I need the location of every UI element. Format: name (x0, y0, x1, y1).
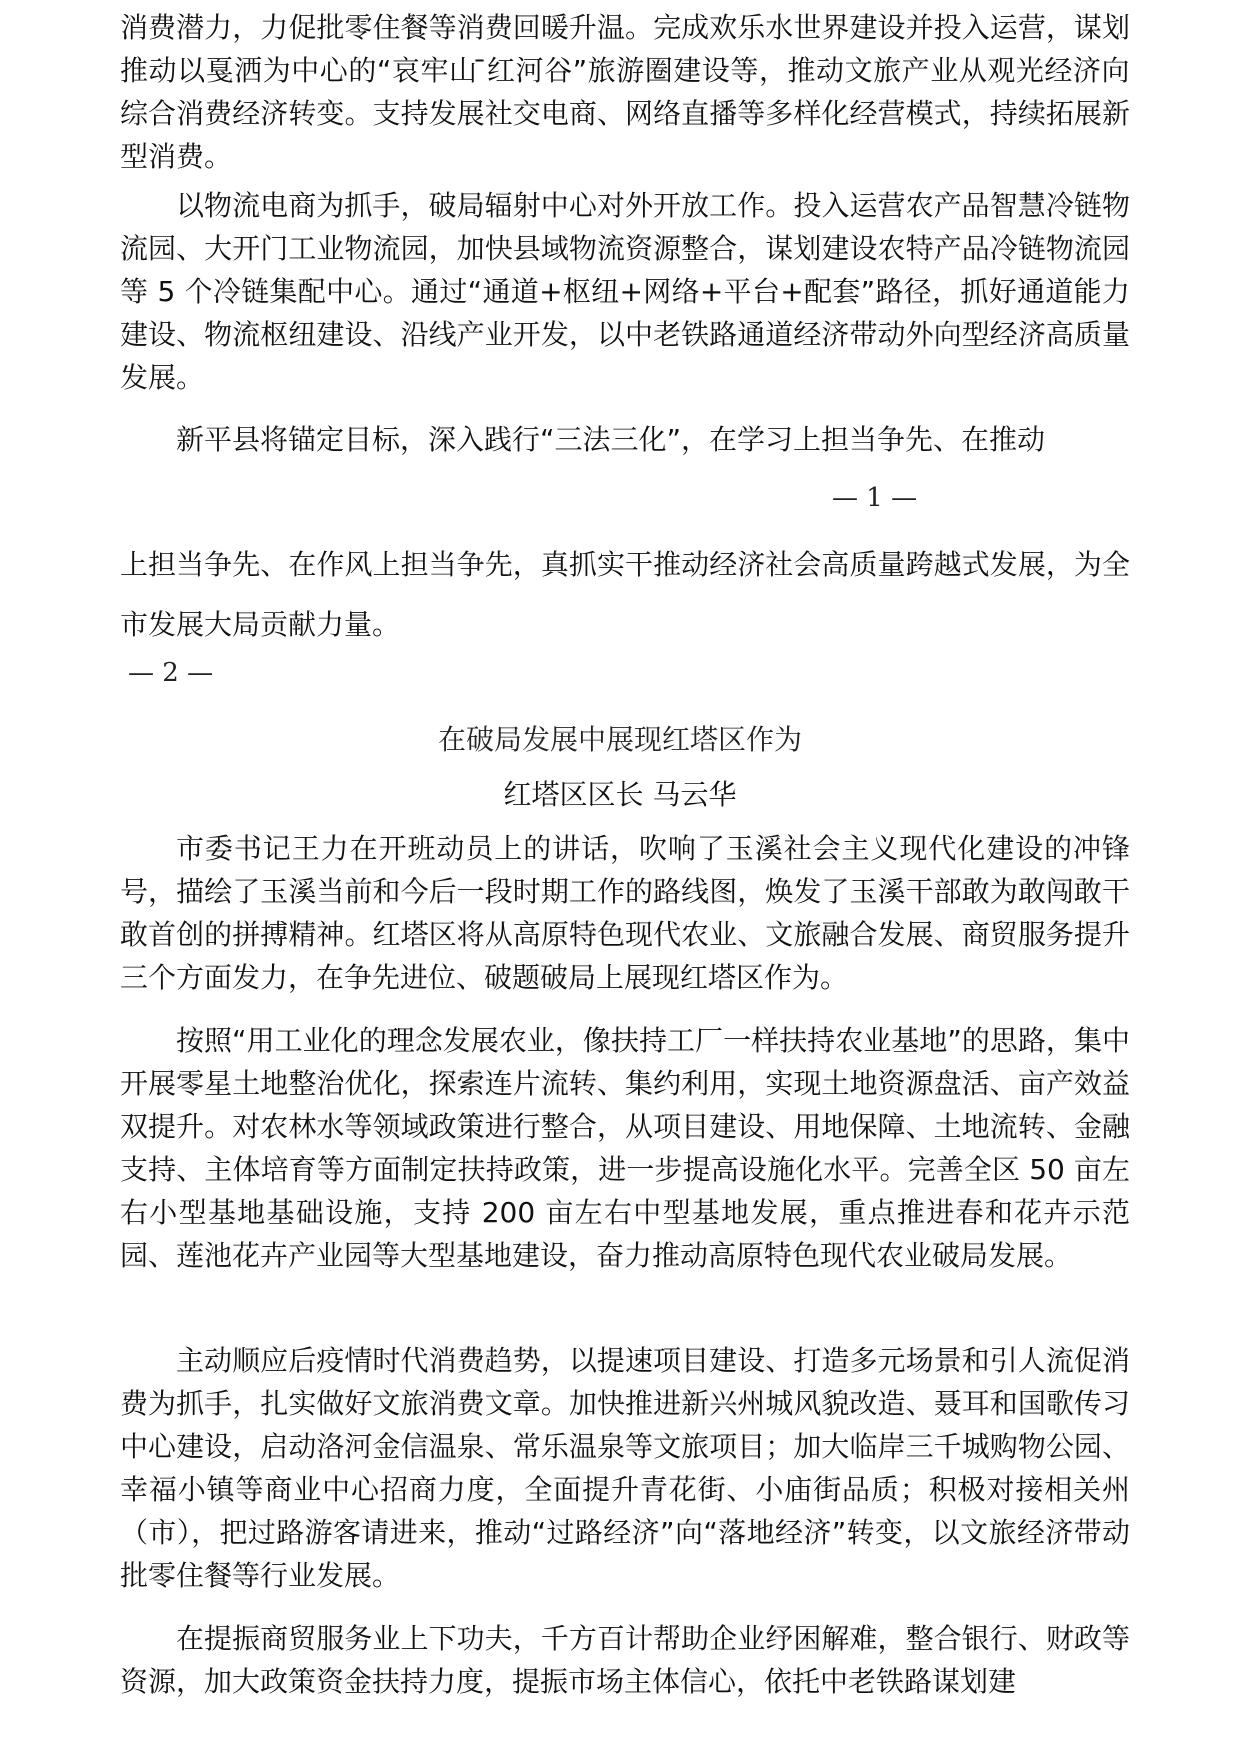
paragraph-page2-continuation: 上担当争先、在作风上担当争先，真抓实干推动经济社会高质量跨越式发展，为全市发展大局贡献力量。 (120, 548, 1130, 641)
paragraph-commerce: 在提振商贸服务业上下功夫，千方百计帮助企业纾困解难，整合银行、财政等资源，加大政策资金扶持力度，提振市场主体信心，依托中老铁路谋划建 (120, 1622, 1130, 1698)
paragraph-intro: 市委书记王力在开班动员上的讲话，吹响了玉溪社会主义现代化建设的冲锋号，描绘了玉溪当前和今后一段时期工作的路线图，焕发了玉溪干部敢为敢闯敢干敢首创的拼搏精神。红塔区将从高原特色现代农业、文旅融合发展、商贸服务提升三个方面发力，在争先进位、破题破局上展现红塔区作为。 (120, 832, 1130, 994)
page-number-1: — 1 — (832, 483, 918, 513)
paragraph-page1-continuation: 消费潜力，力促批零住餐等消费回暖升温。完成欢乐水世界建设并投入运营，谋划推动以戛洒为中心的“哀牢山 ̄红河谷”旅游圈建设等，推动文旅产业从观光经济向综合消费经济转变。支持发展社交电商、网络直播等多样化经营模式，持续拓展新型消费。 (120, 11, 1130, 173)
article-author: 红塔区区长 马云华 (503, 778, 737, 811)
paragraph-tourism: 主动顺应后疫情时代消费趋势，以提速项目建设、打造多元场景和引人流促消费为抓手，扎实做好文旅消费文章。加快推进新兴州城风貌改造、聂耳和国歌传习中心建设，启动洛河金信温泉、常乐温泉等文旅项目；加大临岸三千城购物公园、幸福小镇等商业中心招商力度，全面提升青花街、小庙街品质；积极对接相关州（市），把过路游客请进来，推动“过路经济”向“落地经济”转变，以文旅经济带动批零住餐等行业发展。 (120, 1344, 1130, 1592)
paragraph-logistics: 以物流电商为抓手，破局辐射中心对外开放工作。投入运营农产品智慧冷链物流园、大开门工业物流园，加快县域物流资源整合，谋划建设农特产品冷链物流园等 5 个冷链集配中心。通过“通道+枢纽+网络+平台+配套”路径，抓好通道能力建设、物流枢纽建设、沿线产业开发，以中老铁路通道经济带动外向型经济高质量发展。 (120, 189, 1130, 394)
paragraph-xinping-goal: 新平县将锚定目标，深入践行“三法三化”，在学习上担当争先、在推动 (176, 423, 1046, 456)
article-title: 在破局发展中展现红塔区作为 (437, 723, 802, 756)
paragraph-agriculture: 按照“用工业化的理念发展农业，像扶持工厂一样扶持农业基地”的思路，集中开展零星土地整治优化，探索连片流转、集约利用，实现土地资源盘活、亩产效益双提升。对农林水等领域政策进行整合，从项目建设、用地保障、土地流转、金融支持、主体培育等方面制定扶持政策，进一步提高设施化水平。完善全区 50 亩左右小型基地基础设施，支持 200 亩左右中型基地发展，重点推进春和花卉示范园、莲池花卉产业园等大型基地建设，奋力推动高原特色现代农业破局发展。 (120, 1024, 1130, 1272)
page-number-2: — 2 — (128, 658, 214, 688)
